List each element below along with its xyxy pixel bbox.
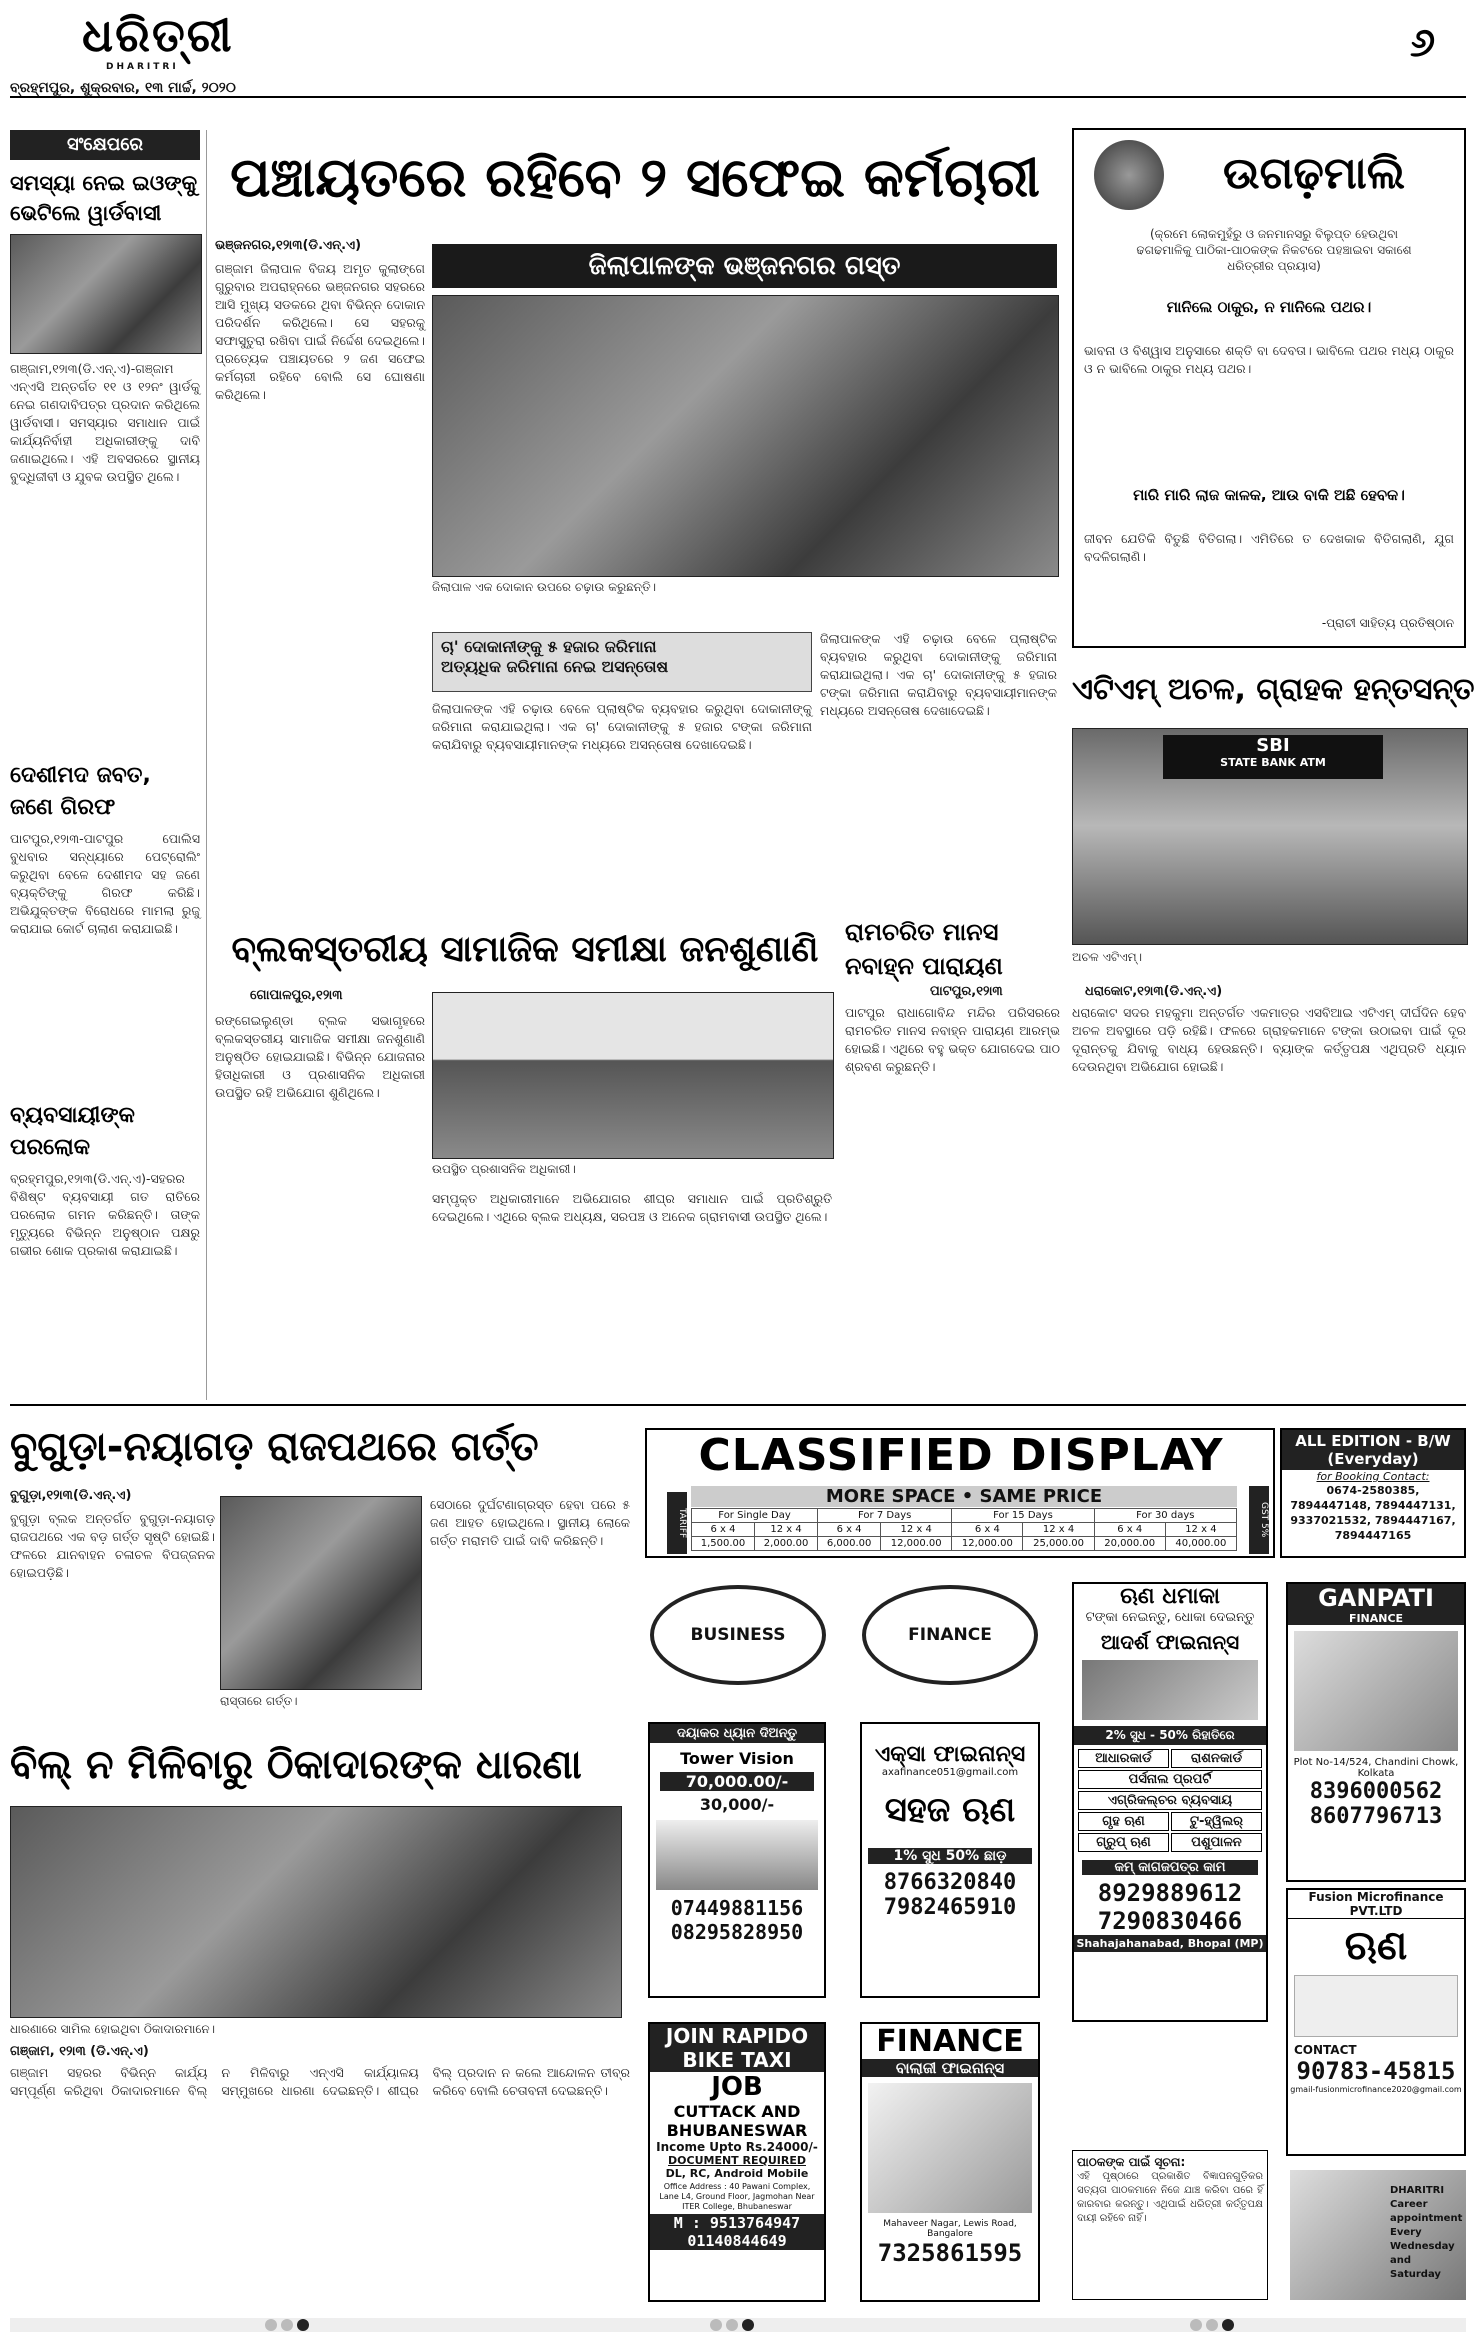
- footer-dots-2: [710, 2319, 754, 2331]
- lead-subhead-discontent: ଅତ୍ୟଧିକ ଜରିମାନା ନେଇ ଅସନ୍ତୋଷ: [441, 657, 669, 676]
- lead-strap: ଜିଲାପାଳଙ୍କ ଭଞ୍ଜନଗର ଗସ୍ତ: [432, 244, 1057, 288]
- fusion-ad-email: gmail-fusionmicrofinance2020@gmail.com: [1290, 2085, 1462, 2094]
- adarsh-ad-address: Shahajahanabad, Bhopal (MP): [1074, 1935, 1266, 1952]
- brief-headline-obituary: ବ୍ୟବସାୟୀଙ୍କ ପରଲୋକ: [10, 1103, 135, 1160]
- road-dateline: ବୁଗୁଡ଼ା,୧୨ା୩(ଡି.ଏନ୍.ଏ): [10, 1488, 132, 1503]
- tariff-period: For 7 Days: [818, 1509, 952, 1523]
- adarsh-ad-item: ଆଧାରକାର୍ଡ: [1078, 1749, 1169, 1768]
- atm-sign-text: STATE BANK ATM: [1220, 756, 1326, 769]
- balaji-ad-phone: 7325861595: [877, 2239, 1023, 2267]
- adarsh-ad-item: ରାଶନକାର୍ଡ: [1171, 1749, 1262, 1768]
- finance-logo-text: FINANCE: [908, 1625, 992, 1645]
- bill-headline: ବିଲ୍ ନ ମିଳିବାରୁ ଠିକାଦାରଙ୍କ ଧାରଣା: [10, 1742, 582, 1788]
- lead-subheads: [432, 632, 812, 692]
- adarsh-ad-item: ଗ୍ରୁପ୍ ଋଣ: [1078, 1833, 1169, 1852]
- balaji-ad-address: Mahaveer Nagar, Lewis Road, Bangalore: [883, 2219, 1017, 2239]
- bill-caption: ଧାରଣାରେ ସାମିଲ ହୋଇଥିବା ଠିକାଦାରମାନେ।: [10, 2022, 216, 2036]
- rapido-ad-job: JOB: [711, 2072, 763, 2102]
- tariff-price: 12,000.00: [881, 1537, 952, 1551]
- dot: [1206, 2319, 1218, 2331]
- adarsh-ad-name: ଆଦର୍ଶ ଫାଇନାନ୍ସ: [1100, 1630, 1240, 1654]
- reader-notice: [1072, 2150, 1268, 2300]
- lead-body-continued-right: ଜିଲାପାଳଙ୍କ ଏହି ଚଢ଼ାଉ ବେଳେ ପ୍ଲାଷ୍ଟିକ ବ୍ୟବହାର କରୁଥିବା ଦୋକାନୀଙ୍କୁ ଜରିମାନା କରାଯାଇଥିଲା। ଏକ ଚା' ଦୋକାନୀଙ୍କୁ ୫ ହଜାର ଟଙ୍କା ଜରିମାନା କରାଯିବାରୁ ବ୍ୟବସାୟୀମାନଙ୍କ ମଧ୍ୟରେ ଅସନ୍ତୋଷ ଦେଖାଦେଇଛି।: [820, 631, 1061, 718]
- rapido-ad-doc: DOCUMENT REQUIRED: [668, 2154, 806, 2167]
- adarsh-ad-item: ଏଗ୍ରିକଲ୍ଚର ବ୍ୟବସାୟ: [1078, 1791, 1262, 1810]
- business-logo-text: BUSINESS: [690, 1625, 786, 1645]
- fusion-ad-contact: CONTACT: [1294, 2043, 1357, 2057]
- tariff-price: 12,000.00: [952, 1537, 1023, 1551]
- tower-ad-image: [656, 1820, 818, 1890]
- adarsh-ad-image: [1082, 1660, 1258, 1720]
- fusion-ad: [1286, 1888, 1466, 2156]
- ganpati-ad-title: GANPATI: [1318, 1584, 1434, 1612]
- masthead-logo: ଧରିତ୍ରୀ: [82, 8, 234, 62]
- adarsh-ad-kam: କମ୍ କାଗଜପତ୍ର କାମ: [1082, 1860, 1258, 1875]
- tariff-table: [691, 1508, 1237, 1551]
- block-photo: [432, 992, 834, 1159]
- balaji-ad-image: [868, 2083, 1032, 2213]
- tower-ad: [648, 1722, 826, 1998]
- adarsh-ad-rate: 2% ସୁଧ - 50% ରିହାତିରେ: [1074, 1726, 1266, 1745]
- axa-ad: [860, 1722, 1040, 1998]
- tariff-size: 12 x 4: [1165, 1523, 1236, 1537]
- block-body-continued: ସମ୍ପୃକ୍ତ ଅଧିକାରୀମାନେ ଅଭିଯୋଗର ଶୀଘ୍ର ସମାଧାନ ପାଇଁ ପ୍ରତିଶ୍ରୁତି ଦେଇଥିଲେ। ଏଥିରେ ବ୍ଲକ ଅଧ୍ୟକ୍ଷ, ସରପଞ୍ଚ ଓ ଅନେକ ଗ୍ରାମବାସୀ ଉପସ୍ଥିତ ଥିଲେ।: [432, 1191, 836, 1224]
- adarsh-ad: [1072, 1582, 1268, 2022]
- fusion-ad-phone: 90783-45815: [1296, 2057, 1456, 2085]
- adarsh-ad-items: [1074, 1745, 1266, 1856]
- ganpati-ad-sub: FINANCE: [1348, 1612, 1404, 1625]
- rapido-ad-address: Office Address : 40 Pawani Complex, Lane L4, Ground Floor, Jagmohan Near ITER College, Bhubaneswar: [659, 2182, 815, 2211]
- rapido-ad: [648, 2022, 826, 2302]
- block-headline: ବ୍ଲକସ୍ତରୀୟ ସାମାଜିକ ସମୀକ୍ଷା ଜନଶୁଣାଣି: [231, 929, 819, 970]
- rapido-ad-line-2: BIKE TAXI: [682, 2048, 792, 2072]
- ganpati-ad-address: Plot No-14/524, Chandini Chowk, Kolkata: [1293, 1757, 1459, 1779]
- lead-body-continued: ଜିଲାପାଳଙ୍କ ଏହି ଚଢ଼ାଉ ବେଳେ ପ୍ଲାଷ୍ଟିକ ବ୍ୟବହାର କରୁଥିବା ଦୋକାନୀଙ୍କୁ ଜରିମାନା କରାଯାଇଥିଲା। ଏକ ଚା' ଦୋକାନୀଙ୍କୁ ୫ ହଜାର ଟଙ୍କା ଜରିମାନା କରାଯିବାରୁ ବ୍ୟବସାୟୀମାନଙ୍କ ମଧ୍ୟରେ ଅସନ୍ତୋଷ ଦେଖାଦେଇଛି।: [432, 701, 816, 752]
- tariff-prices-row: [692, 1537, 1237, 1551]
- dot: [281, 2319, 293, 2331]
- tariff-sizes-row: [692, 1523, 1237, 1537]
- atm-sign: [1163, 735, 1383, 779]
- rapido-ad-header: [650, 2024, 824, 2072]
- block-body: ରଙ୍ଗେଇଲୁଣ୍ଡା ବ୍ଲକ ସଭାଗୃହରେ ବ୍ଲକସ୍ତରୀୟ ସାମାଜିକ ସମୀକ୍ଷା ଜନଶୁଣାଣି ଅନୁଷ୍ଠିତ ହୋଇଯାଇଛି। ବିଭିନ୍ନ ଯୋଜନାର ହିତାଧିକାରୀ ଓ ପ୍ରଶାସନିକ ଅଧିକାରୀ ଉପସ୍ଥିତ ରହି ଅଭିଯୋଗ ଶୁଣିଥିଲେ।: [215, 1013, 429, 1100]
- classified-contact: [1280, 1428, 1466, 1558]
- brief-body-liquor: ପାଟପୁର,୧୨ା୩-ପାଟପୁର ପୋଲିସ ବୁଧବାର ସନ୍ଧ୍ୟାରେ ପେଟ୍ରୋଲିଂ କରୁଥିବା ବେଳେ ଦେଶୀମଦ ସହ ଜଣେ ବ୍ୟକ୍ତିଙ୍କୁ ଗିରଫ କରିଛି। ଅଭିଯୁକ୍ତଙ୍କ ବିରୋଧରେ ମାମଲା ରୁଜୁ କରାଯାଇ କୋର୍ଟ ଚାଲାଣ କରାଯାଇଛି।: [10, 831, 204, 936]
- ganpati-ad: [1286, 1582, 1466, 1882]
- tariff-size: 6 x 4: [952, 1523, 1023, 1537]
- classified-booking: for Booking Contact:: [1316, 1470, 1430, 1483]
- bill-body: ଗଞ୍ଜାମ ସହରର ବିଭିନ୍ନ କାର୍ଯ୍ୟ ସମ୍ପୂର୍ଣ୍ଣ କରିଥିବା ଠିକାଦାରମାନେ ବିଲ୍ ନ ମିଳିବାରୁ ଏନ୍‌ଏସି କାର୍ଯ୍ୟାଳୟ ସମ୍ମୁଖରେ ଧାରଣା ଦେଇଛନ୍ତି। ଶୀଘ୍ର ବିଲ୍ ପ୍ରଦାନ ନ କଲେ ଆନ୍ଦୋଳନ ତୀବ୍ର କରିବେ ବୋଲି ଚେତାବନୀ ଦେଇଛନ୍ତି।: [10, 2065, 634, 2098]
- ramcharit-dateline: ପାଟପୁର,୧୨ା୩: [930, 984, 1003, 999]
- balaji-ad-title: FINANCE: [876, 2024, 1024, 2059]
- road-body-continued: ସେଠାରେ ଦୁର୍ଘଟଣାଗ୍ରସ୍ତ ହେବା ପରେ ୫ ଜଣ ଆହତ ହୋଇଥିଲେ। ସ୍ଥାନୀୟ ଲୋକେ ଗର୍ତ୍ତ ମରାମତି ପାଇଁ ଦାବି କରିଛନ୍ତି।: [430, 1497, 634, 1548]
- tariff-price: 20,000.00: [1094, 1537, 1165, 1551]
- ganpati-ad-header: [1288, 1584, 1464, 1625]
- tariff-price: 2,000.00: [755, 1537, 818, 1551]
- rapido-ad-phone-2: 01140844649: [687, 2232, 787, 2250]
- dot: [265, 2319, 277, 2331]
- gst-label: GST 5%: [1249, 1486, 1269, 1554]
- road-headline: ବୁଗୁଡ଼ା-ନୟାଗଡ଼ ରାଜପଥରେ ଗର୍ତ୍ତ: [10, 1424, 539, 1470]
- rapido-ad-phone-1: M : 9513764947: [673, 2214, 801, 2232]
- section-rule: [10, 1404, 1466, 1406]
- lead-dateline: ଭଞ୍ଜନଗର,୧୨ା୩(ଡି.ଏନ୍.ଏ): [215, 238, 362, 253]
- adarsh-ad-item: ପଶୁପାଳନ: [1171, 1833, 1262, 1852]
- brief-headline-ward: ସମସ୍ୟା ନେଇ ଇଓଙ୍କୁ ଭେଟିଲେ ୱାର୍ଡବାସୀ: [10, 171, 198, 225]
- axa-ad-loan: ସହଜ ଋଣ: [884, 1790, 1016, 1830]
- adarsh-ad-sub: ଟଙ୍କା ନେଇନ୍ତୁ, ଧୋକା ଦେଇନ୍ତୁ: [1085, 1610, 1255, 1625]
- ganpati-ad-phone-2: 8607796713: [1309, 1804, 1443, 1829]
- footer-dots-3: [1190, 2319, 1234, 2331]
- adarsh-ad-phone-1: 8929889612: [1097, 1879, 1243, 1907]
- dot: [742, 2319, 754, 2331]
- atm-photo: [1072, 728, 1468, 945]
- dot: [1190, 2319, 1202, 2331]
- atm-dateline: ଧରାକୋଟ,୧୨ା୩(ଡି.ଏନ୍.ଏ): [1085, 984, 1223, 999]
- ramcharit-body: ପାଟପୁର ରାଧାଗୋବିନ୍ଦ ମନ୍ଦିର ପରିସରରେ ରାମଚରିତ ମାନସ ନବାହ୍ନ ପାରାୟଣ ଆରମ୍ଭ ହୋଇଛି। ଏଥିରେ ବହୁ ଭକ୍ତ ଯୋଗଦେଇ ପାଠ ଶ୍ରବଣ କରୁଛନ୍ତି।: [845, 1005, 1064, 1074]
- ugha-illustration: [1094, 140, 1164, 210]
- ugha-box: [1072, 128, 1466, 648]
- tariff-label: TARIFF: [667, 1492, 687, 1554]
- tower-ad-phone-1: 07449881156: [670, 1896, 804, 1920]
- tariff-size: 12 x 4: [1023, 1523, 1094, 1537]
- brief-body-ward: ଗଞ୍ଜାମ,୧୨ା୩(ଡି.ଏନ୍.ଏ)-ଗଞ୍ଜାମ ଏନ୍‌ଏସି ଅନ୍ତର୍ଗତ ୧୧ ଓ ୧୨ନଂ ୱାର୍ଡକୁ ନେଇ ଗଣଦାବିପତ୍ର ପ୍ରଦାନ କରିଥିଲେ ୱାର୍ଡବାସୀ। ସମସ୍ୟାର ସମାଧାନ ପାଇଁ କାର୍ଯ୍ୟନିର୍ବାହୀ ଅଧିକାରୀଙ୍କୁ ଦାବି ଜଣାଇଥିଲେ। ଏହି ଅବସରରେ ସ୍ଥାନୀୟ ବୁଦ୍ଧିଜୀବୀ ଓ ଯୁବକ ଉପସ୍ଥିତ ଥିଲେ।: [10, 361, 204, 484]
- axa-ad-email: axafinance051@gmail.com: [881, 1767, 1019, 1778]
- ugha-proverb-2-body: ଜୀବନ ଯେତିକି ବିତୁଛି ବିତିଗଲା। ଏମିତିରେ ତ ଦେଖକାକ ବିତିଗଲାଣି, ଯୁଗ ବଦଳିଗଲାଣି।: [1084, 531, 1458, 564]
- brief-headline-liquor: ଦେଶୀମଦ ଜବତ, ଜଣେ ଗିରଫ: [10, 763, 151, 820]
- ugha-intro: (କ୍ରମେ ଲୋକମୁହଁରୁ ଓ ଜନମାନସରୁ ବିଲୁପ୍ତ ହେଉଥିବା ଢଗଢମାଳିକୁ ପାଠିକା-ପାଠକଙ୍କ ନିକଟରେ ପହଞ୍ଚାଇବା ସକାଶେ ଧରିତ୍ରୀର ପ୍ରୟାସ): [1136, 227, 1416, 273]
- masthead-rule: [10, 96, 1466, 98]
- tariff-price: 25,000.00: [1023, 1537, 1094, 1551]
- ramcharit-headline: ରାମଚରିତ ମାନସ ନବାହ୍ନ ପାରାୟଣ: [845, 918, 1003, 980]
- fusion-ad-details: [1294, 1975, 1458, 2037]
- adarsh-ad-title: ଋଣ ଧମାକା: [1120, 1584, 1220, 1609]
- business-logo: [650, 1585, 826, 1685]
- fusion-ad-name: Fusion Microfinance PVT.LTD: [1288, 1890, 1464, 1919]
- road-body: ବୁଗୁଡ଼ା ବ୍ଲକ ଅନ୍ତର୍ଗତ ବୁଗୁଡ଼ା-ନୟାଗଡ଼ ରାଜପଥରେ ଏକ ବଡ଼ ଗର୍ତ୍ତ ସୃଷ୍ଟି ହୋଇଛି। ଫଳରେ ଯାନବାହନ ଚଳାଚଳ ବିପଜ୍ଜନକ ହୋଇପଡ଼ିଛି।: [10, 1511, 219, 1580]
- tariff-period: For 30 days: [1094, 1509, 1236, 1523]
- lead-photo-caption: ଜିଲାପାଳ ଏକ ଦୋକାନ ଉପରେ ଚଢ଼ାଉ କରୁଛନ୍ତି।: [432, 580, 657, 594]
- road-caption: ରାସ୍ତାରେ ଗର୍ତ୍ତ।: [220, 1694, 298, 1708]
- career-promo-text: DHARITRI Career appointment Every Wednesday and Saturday: [1390, 2185, 1463, 2280]
- reader-notice-body: ଏହି ପୃଷ୍ଠାରେ ପ୍ରକାଶିତ ବିଜ୍ଞାପନଗୁଡ଼ିକର ସତ୍ୟତା ପାଠକମାନେ ନିଜେ ଯାଞ୍ଚ କରିବା ପରେ ହିଁ କାରବାର କରନ୍ତୁ। ଏଥିପାଇଁ ଧରିତ୍ରୀ କର୍ତ୍ତୃପକ୍ଷ ଦାୟୀ ରହିବେ ନାହିଁ।: [1077, 2171, 1267, 2224]
- atm-caption: ଅଚଳ ଏଟିଏମ୍।: [1072, 950, 1143, 964]
- lead-headline: ପଞ୍ଚାୟତରେ ରହିବେ ୨ ସଫେଇ କର୍ମଚାରୀ: [230, 146, 1040, 209]
- ugha-proverb-1: ମାନିଲେ ଠାକୁର, ନ ମାନିଲେ ପଥର।: [1166, 298, 1372, 316]
- atm-body: ଧରାକୋଟ ସଦର ମହକୁମା ଅନ୍ତର୍ଗତ ଏକମାତ୍ର ଏସବିଆଇ ଏଟିଏମ୍ ଦୀର୍ଘଦିନ ହେବ ଅଚଳ ଅବସ୍ଥାରେ ପଡ଼ି ରହିଛି। ଫଳରେ ଗ୍ରାହକମାନେ ଟଙ୍କା ଉଠାଇବା ପାଇଁ ଦୂର ଦୂରାନ୍ତକୁ ଯିବାକୁ ବାଧ୍ୟ ହେଉଛନ୍ତି। ବ୍ୟାଙ୍କ କର୍ତ୍ତୃପକ୍ଷ ଏଥିପ୍ରତି ଧ୍ୟାନ ଦେଉନଥିବା ଅଭିଯୋଗ ହୋଇଛି।: [1072, 1005, 1470, 1074]
- block-caption: ଉପସ୍ଥିତ ପ୍ରଶାସନିକ ଅଧିକାରୀ।: [432, 1162, 576, 1176]
- adarsh-ad-item: ପର୍ସନାଲ ପ୍ରପର୍ଟି: [1078, 1770, 1262, 1789]
- ugha-credit: -ପ୍ରାଚୀ ସାହିତ୍ୟ ପ୍ରତିଷ୍ଠାନ: [1321, 616, 1454, 630]
- ganpati-ad-phone-1: 8396000562: [1309, 1779, 1443, 1804]
- tariff-size: 12 x 4: [881, 1523, 952, 1537]
- rapido-ad-income: Income Upto Rs.24000/-: [656, 2140, 818, 2154]
- bill-photo: [10, 1806, 622, 2018]
- tariff-periods-row: [692, 1509, 1237, 1523]
- reader-notice-title: ପାଠକଙ୍କ ପାଇଁ ସୂଚନା:: [1077, 2155, 1186, 2169]
- rapido-ad-line-1: JOIN RAPIDO: [665, 2024, 809, 2048]
- tariff-size: 6 x 4: [818, 1523, 881, 1537]
- brief-body-obituary: ବ୍ରହ୍ମପୁର,୧୨ା୩(ଡି.ଏନ୍.ଏ)-ସହରର ବିଶିଷ୍ଟ ବ୍ୟବସାୟୀ ଗତ ରାତିରେ ପରଲୋକ ଗମନ କରିଛନ୍ତି। ତାଙ୍କ ମୃତ୍ୟୁରେ ବିଭିନ୍ନ ଅନୁଷ୍ଠାନ ପକ୍ଷରୁ ଗଭୀର ଶୋକ ପ୍ରକାଶ କରାଯାଇଛି।: [10, 1171, 204, 1258]
- classified-tagline: MORE SPACE • SAME PRICE: [691, 1486, 1237, 1507]
- tower-ad-amount: 70,000.00/-: [660, 1772, 814, 1791]
- ugha-proverb-1-body: ଭାବନା ଓ ବିଶ୍ୱାସ ଅନୁସାରେ ଶକ୍ତି ବା ଦେବତା। ଭାବିଲେ ପଥର ମଧ୍ୟ ଠାକୁର ଓ ନ ଭାବିଲେ ଠାକୁର ମଧ୍ୟ ପଥର।: [1084, 343, 1458, 376]
- tariff-size: 12 x 4: [755, 1523, 818, 1537]
- classified-header: [645, 1428, 1275, 1558]
- axa-ad-rate: 1% ସୁଧ 50% ଛାଡ଼: [868, 1848, 1032, 1864]
- classified-edition: ALL EDITION - B/W (Everyday): [1282, 1430, 1464, 1470]
- road-photo: [220, 1496, 422, 1690]
- classified-title: CLASSIFIED DISPLAY: [698, 1430, 1224, 1481]
- ganpati-ad-image: [1294, 1631, 1458, 1751]
- rapido-ad-city: CUTTACK AND BHUBANESWAR: [666, 2102, 808, 2140]
- brief-photo-ward: [10, 234, 202, 354]
- dot: [297, 2319, 309, 2331]
- tariff-price: 40,000.00: [1165, 1537, 1236, 1551]
- tower-ad-phone-2: 08295828950: [670, 1920, 804, 1944]
- rapido-ad-phones: [650, 2214, 824, 2250]
- career-promo: [1290, 2170, 1466, 2300]
- ugha-title: ଉଗଢ଼ମାଲି: [1222, 148, 1406, 199]
- adarsh-ad-phone-2: 7290830466: [1097, 1907, 1243, 1935]
- tower-ad-title: ଦୟାକର ଧ୍ୟାନ ଦିଅନ୍ତୁ: [650, 1724, 824, 1743]
- block-dateline: ଗୋପାଳପୁର,୧୨ା୩: [250, 988, 343, 1003]
- balaji-ad-sub: ବାଲାଜୀ ଫାଇନାନ୍ସ: [862, 2059, 1038, 2077]
- lead-photo: [432, 295, 1059, 577]
- fusion-ad-loan: ଋଣ: [1344, 1923, 1408, 1969]
- dot: [710, 2319, 722, 2331]
- axa-ad-phone-1: 8766320840: [883, 1870, 1017, 1895]
- column-divider: [206, 130, 207, 1400]
- rapido-ad-doc-list: DL, RC, Android Mobile: [665, 2167, 809, 2180]
- lead-subhead-fine: ଚା' ଦୋକାନୀଙ୍କୁ ୫ ହଜାର ଜରିମାନା: [441, 637, 657, 656]
- dateline: ବ୍ରହ୍ମପୁର, ଶୁକ୍ରବାର, ୧୩ ମାର୍ଚ୍ଚ, ୨୦୨୦: [10, 80, 236, 96]
- footer-dots-1: [265, 2319, 309, 2331]
- tower-ad-amount-2: 30,000/-: [699, 1795, 775, 1814]
- finance-logo: [862, 1585, 1038, 1685]
- ugha-proverb-2: ମାରି ମାରି ଲାଜ କାଳକ, ଆଉ ବାକି ଅଛି ହେବକ।: [1133, 486, 1405, 504]
- page-number: ୬: [1410, 20, 1436, 66]
- tariff-size: 6 x 4: [692, 1523, 755, 1537]
- axa-ad-title: ଏକ୍ସା ଫାଇନାନ୍ସ: [874, 1742, 1026, 1767]
- dot: [726, 2319, 738, 2331]
- tariff-period: For Single Day: [692, 1509, 818, 1523]
- atm-headline: ଏଟିଏମ୍ ଅଚଳ, ଗ୍ରାହକ ହନ୍ତସନ୍ତ: [1072, 672, 1475, 707]
- masthead-logo-sub: DHARITRI: [106, 62, 179, 72]
- dot: [1222, 2319, 1234, 2331]
- tariff-size: 6 x 4: [1094, 1523, 1165, 1537]
- section-label: ସଂକ୍ଷେପରେ: [10, 130, 200, 160]
- tariff-price: 1,500.00: [692, 1537, 755, 1551]
- axa-ad-phone-2: 7982465910: [883, 1895, 1017, 1920]
- adarsh-ad-item: ଟୁ-ହ୍ୱିଲର୍: [1171, 1812, 1262, 1831]
- adarsh-ad-item: ଗୃହ ଋଣ: [1078, 1812, 1169, 1831]
- tariff-period: For 15 Days: [952, 1509, 1094, 1523]
- bill-dateline: ଗଞ୍ଜାମ, ୧୨ା୩ (ଡି.ଏନ୍.ଏ): [10, 2044, 149, 2059]
- atm-sign-sbi: SBI: [1256, 735, 1290, 756]
- balaji-ad: [860, 2022, 1040, 2302]
- tower-ad-name: Tower Vision: [680, 1749, 794, 1768]
- tariff-price: 6,000.00: [818, 1537, 881, 1551]
- lead-body: ଗଞ୍ଜାମ ଜିଲାପାଳ ବିଜୟ ଅମୃତ କୁଲାଙ୍ଗେ ଗୁରୁବାର ଅପରାହ୍ନରେ ଭଞ୍ଜନଗର ସହରରେ ଆସି ମୁଖ୍ୟ ସଡକରେ ଥିବା ବିଭିନ୍ନ ଦୋକାନ ପରିଦର୍ଶନ କରିଥିଲେ। ସେ ସହରକୁ ସଫାସୁତୁରା ରଖିବା ପାଇଁ ନିର୍ଦ୍ଦେଶ ଦେଇଥିଲେ। ପ୍ରତ୍ୟେକ ପଞ୍ଚାୟତରେ ୨ ଜଣ ସଫେଇ କର୍ମଚାରୀ ରହିବେ ବୋଲି ସେ ଘୋଷଣା କରିଥିଲେ।: [215, 261, 429, 402]
- classified-phones: 0674-2580385, 7894447148, 7894447131, 9337021532, 7894447167, 7894447165: [1290, 1484, 1456, 1542]
